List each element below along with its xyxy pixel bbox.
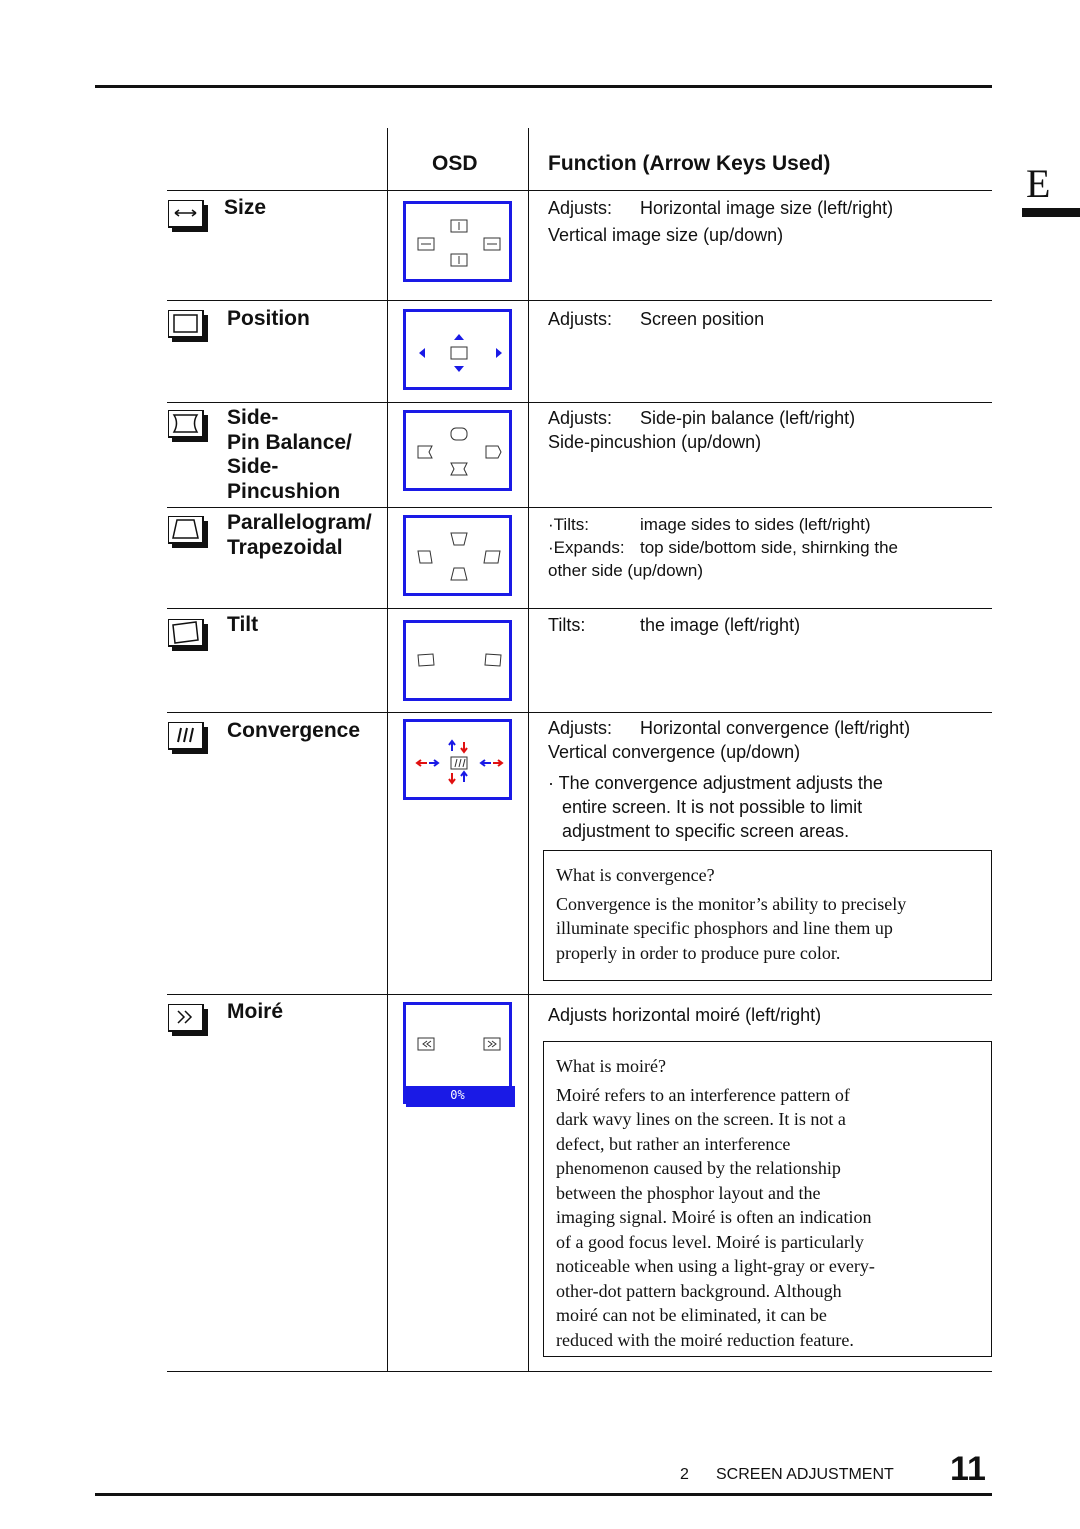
- row-divider: [167, 190, 992, 191]
- adjusts-label: Adjusts:: [548, 198, 613, 218]
- moire-function-line1: Adjusts horizontal moiré (left/right): [548, 1005, 822, 1025]
- convergence-box-line: illuminate specific phosphors and line them up: [556, 918, 893, 938]
- convergence-label: Convergence: [227, 719, 361, 742]
- expands-label: ·Expands:: [548, 538, 625, 557]
- tilts-label: Tilts:: [548, 615, 586, 635]
- position-osd-panel: [403, 309, 512, 390]
- position-text: Screen position: [640, 309, 765, 329]
- moire-box-line: Moiré refers to an interference pattern of: [556, 1084, 850, 1105]
- moire-osd-value: 0%: [450, 1088, 465, 1102]
- moire-label: Moiré: [227, 1000, 284, 1023]
- col-divider-2: [528, 128, 529, 1371]
- col-divider-1: [387, 128, 388, 1371]
- row-divider: [167, 402, 992, 403]
- row-divider: [167, 608, 992, 609]
- side-pin-function-line2: Side-pincushion (up/down): [548, 432, 762, 452]
- row-divider: [167, 994, 992, 995]
- convergence-box-title: What is convergence?: [556, 865, 715, 885]
- adjusts-label: Adjusts:: [548, 309, 613, 329]
- parallelogram-expands-text: top side/bottom side, shirnking the: [640, 538, 898, 557]
- adjusts-label: Adjusts:: [548, 408, 613, 428]
- tilts-label: ·Tilts:: [548, 515, 589, 534]
- moire-box-line: reduced with the moiré reduction feature.: [556, 1329, 854, 1350]
- size-osd-panel: [403, 201, 512, 282]
- row-divider: [167, 712, 992, 713]
- moire-info-box: [543, 1041, 992, 1357]
- moire-icon: [168, 1004, 208, 1036]
- moire-box-line: moiré can not be eliminated, it can be: [556, 1305, 827, 1325]
- convergence-note-line3: adjustment to specific screen areas.: [562, 821, 850, 841]
- osd-column-header: OSD: [432, 152, 478, 175]
- adjusts-label: Adjusts:: [548, 718, 613, 738]
- parallelogram-function-line1: [548, 513, 871, 537]
- row-divider: [167, 507, 992, 508]
- convergence-icon: [168, 722, 208, 754]
- side-pin-icon: [168, 410, 208, 442]
- parallelogram-function-line3: other side (up/down): [548, 561, 703, 580]
- tilt-text: the image (left/right): [640, 615, 801, 635]
- moire-box-line: other-dot pattern background. Although: [556, 1280, 842, 1301]
- row-divider: [167, 300, 992, 301]
- side-tab-bar: [1022, 208, 1080, 217]
- convergence-function-line2: Vertical convergence (up/down): [548, 742, 801, 762]
- convergence-function-line1: [548, 716, 910, 740]
- convergence-horizontal-text: Horizontal convergence (left/right): [640, 718, 911, 738]
- position-function-line1: [548, 307, 764, 331]
- parallelogram-function-line2: [548, 536, 898, 560]
- tilt-icon: [168, 619, 208, 651]
- size-function-line2: Vertical image size (up/down): [548, 225, 784, 245]
- convergence-note-line2: entire screen. It is not possible to limit: [562, 797, 863, 817]
- function-column-header: Function (Arrow Keys Used): [548, 152, 831, 175]
- moire-box-line: defect, but rather an interference: [556, 1133, 791, 1154]
- footer-section-title: SCREEN ADJUSTMENT: [716, 1466, 894, 1483]
- parallelogram-osd-panel: [403, 515, 512, 596]
- side-pin-function-line1: [548, 406, 855, 430]
- moire-box-line: between the phosphor layout and the: [556, 1182, 821, 1203]
- footer-chapter-number: 2: [680, 1466, 689, 1483]
- size-icon: [168, 200, 208, 232]
- convergence-box-line: properly in order to produce pure color.: [556, 942, 841, 963]
- convergence-note-line1: · The convergence adjustment adjusts the: [548, 773, 883, 793]
- moire-box-line: imaging signal. Moiré is often an indication: [556, 1207, 872, 1227]
- side-pin-label-line: Pin Balance/: [227, 430, 352, 454]
- convergence-box-line: Convergence is the monitor’s ability to precisely: [556, 893, 907, 914]
- top-rule: [95, 85, 992, 88]
- tilt-label: Tilt: [227, 613, 259, 636]
- tilt-osd-panel: [403, 620, 512, 701]
- parallelogram-label: [227, 511, 372, 560]
- moire-box-line: of a good focus level. Moiré is particularly: [556, 1231, 864, 1252]
- tilt-function-line1: [548, 613, 800, 637]
- page-number: 11: [950, 1450, 986, 1488]
- side-pin-text: Side-pin balance (left/right): [640, 408, 856, 428]
- trapezoidal-label-line: Trapezoidal: [227, 535, 343, 559]
- moire-box-line: phenomenon caused by the relationship: [556, 1158, 841, 1178]
- position-label: Position: [227, 307, 310, 330]
- side-pin-label: [227, 406, 352, 504]
- size-label: Size: [224, 196, 267, 219]
- side-pin-osd-panel: [403, 410, 512, 491]
- convergence-osd-panel: [403, 719, 512, 800]
- position-icon: [168, 310, 208, 342]
- bottom-rule: [95, 1493, 992, 1496]
- moire-osd-panel: [403, 1002, 512, 1104]
- side-tab-letter: E: [1026, 161, 1051, 206]
- side-pin-label-line: Pincushion: [227, 479, 341, 503]
- convergence-info-box: [543, 850, 992, 981]
- size-horizontal-text: Horizontal image size (left/right): [640, 198, 894, 218]
- size-function-line1: [548, 196, 893, 220]
- parallelogram-tilts-text: image sides to sides (left/right): [640, 515, 871, 534]
- moire-box-line: noticeable when using a light-gray or every-: [556, 1256, 875, 1276]
- row-divider: [167, 1371, 992, 1372]
- side-pin-label-line: Side-: [227, 455, 279, 478]
- parallelogram-icon: [168, 516, 208, 548]
- side-pin-label-line: Side-: [227, 406, 279, 429]
- parallelogram-label-line: Parallelogram/: [227, 511, 372, 534]
- moire-box-title: What is moiré?: [556, 1056, 666, 1076]
- moire-box-line: dark wavy lines on the screen. It is not a: [556, 1109, 846, 1129]
